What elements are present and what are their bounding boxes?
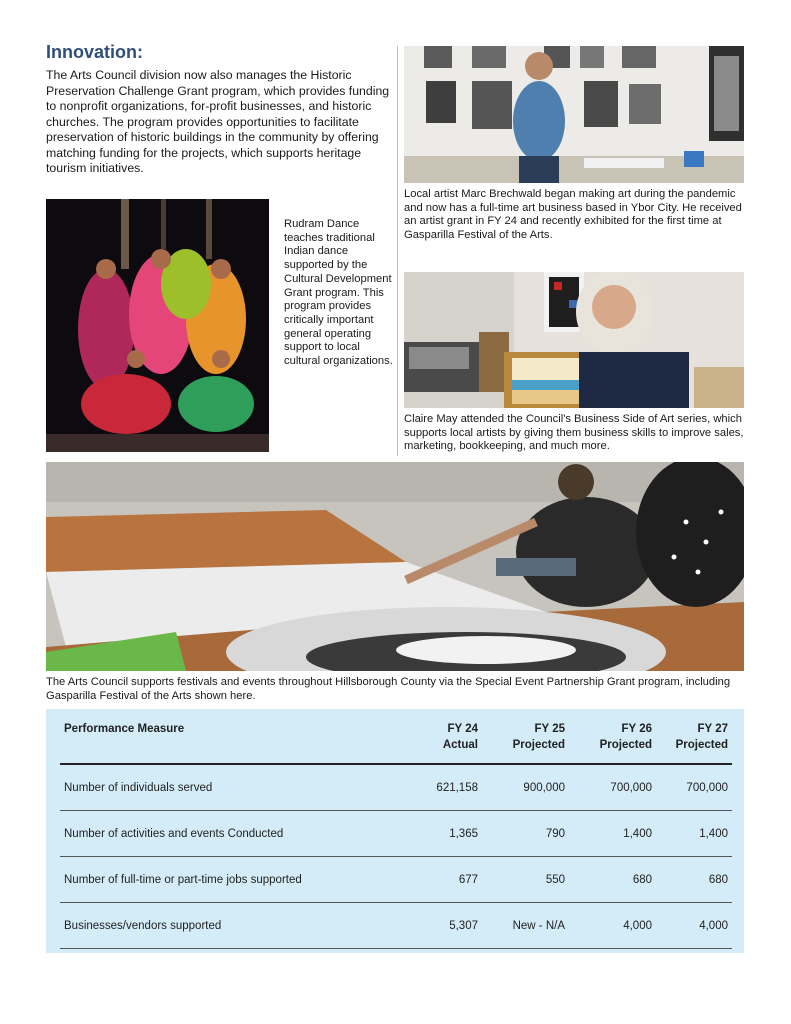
chalk-caption: The Arts Council supports festivals and events throughout Hillsborough County via the Special Event Partnership Grant program, including Gasparilla Festival of the Arts shown here. xyxy=(46,676,731,702)
fy24-value: 621,158 xyxy=(400,764,482,811)
fy26-value: 4,000 xyxy=(569,903,656,949)
chalk-art-festival-photo xyxy=(46,462,744,671)
table-row xyxy=(60,857,732,903)
fy24-value: 5,307 xyxy=(400,903,482,949)
fy27-value: 680 xyxy=(656,857,732,903)
performance-table xyxy=(60,721,732,949)
header-performance-measure: Performance Measure xyxy=(60,721,400,764)
artist-claire-photo xyxy=(404,272,744,408)
fy27-value: 4,000 xyxy=(656,903,732,949)
fy25-value: 550 xyxy=(482,857,569,903)
table-row xyxy=(60,764,732,811)
table-row xyxy=(60,811,732,857)
dance-photo xyxy=(46,199,269,452)
dance-caption: Rudram Dance teaches traditional Indian dance supported by the Cultural Development Grant program. This program provides critically important general operating support to local cultural organizations. xyxy=(284,218,393,368)
fy25-value: New - N/A xyxy=(482,903,569,949)
fy24-value: 677 xyxy=(400,857,482,903)
table-row xyxy=(60,903,732,949)
fy24-value: 1,365 xyxy=(400,811,482,857)
claire-caption: Claire May attended the Council's Business Side of Art series, which supports local artists by giving them business skills to improve sales, marketing, bookkeeping, and much more. xyxy=(404,413,744,452)
measure-label: Number of full-time or part-time jobs supported xyxy=(60,857,400,903)
artist-marc-photo xyxy=(404,46,744,183)
intro-paragraph: The Arts Council division now also manages the Historic Preservation Challenge Grant program, which provides funding to nonprofit organizations, for-profit businesses, and historic churches. The program provides opportunities to facilitate preservation of historic buildings in the community by offering matching funding for the projects, which supports heritage tourism initiatives. xyxy=(46,68,390,175)
performance-measures-panel xyxy=(46,709,744,953)
fy26-value: 700,000 xyxy=(569,764,656,811)
marc-caption: Local artist Marc Brechwald began making art during the pandemic and now has a full-time art business based in Ybor City. He received an artist grant in FY 24 and recently exhibited for the first time at Gasparilla Festival of the Arts. xyxy=(404,188,742,241)
fy25-value: 790 xyxy=(482,811,569,857)
header-fy27: FY 27 Projected xyxy=(656,721,732,764)
header-fy26: FY 26 Projected xyxy=(569,721,656,764)
fy27-value: 700,000 xyxy=(656,764,732,811)
measure-label: Number of activities and events Conducted xyxy=(60,811,400,857)
fy26-value: 680 xyxy=(569,857,656,903)
vertical-divider xyxy=(397,46,398,456)
fy25-value: 900,000 xyxy=(482,764,569,811)
fy26-value: 1,400 xyxy=(569,811,656,857)
fy27-value: 1,400 xyxy=(656,811,732,857)
table-header-row xyxy=(60,721,732,764)
section-heading: Innovation: xyxy=(46,42,143,62)
measure-label: Number of individuals served xyxy=(60,764,400,811)
measure-label: Businesses/vendors supported xyxy=(60,903,400,949)
header-fy24: FY 24 Actual xyxy=(400,721,482,764)
header-fy25: FY 25 Projected xyxy=(482,721,569,764)
